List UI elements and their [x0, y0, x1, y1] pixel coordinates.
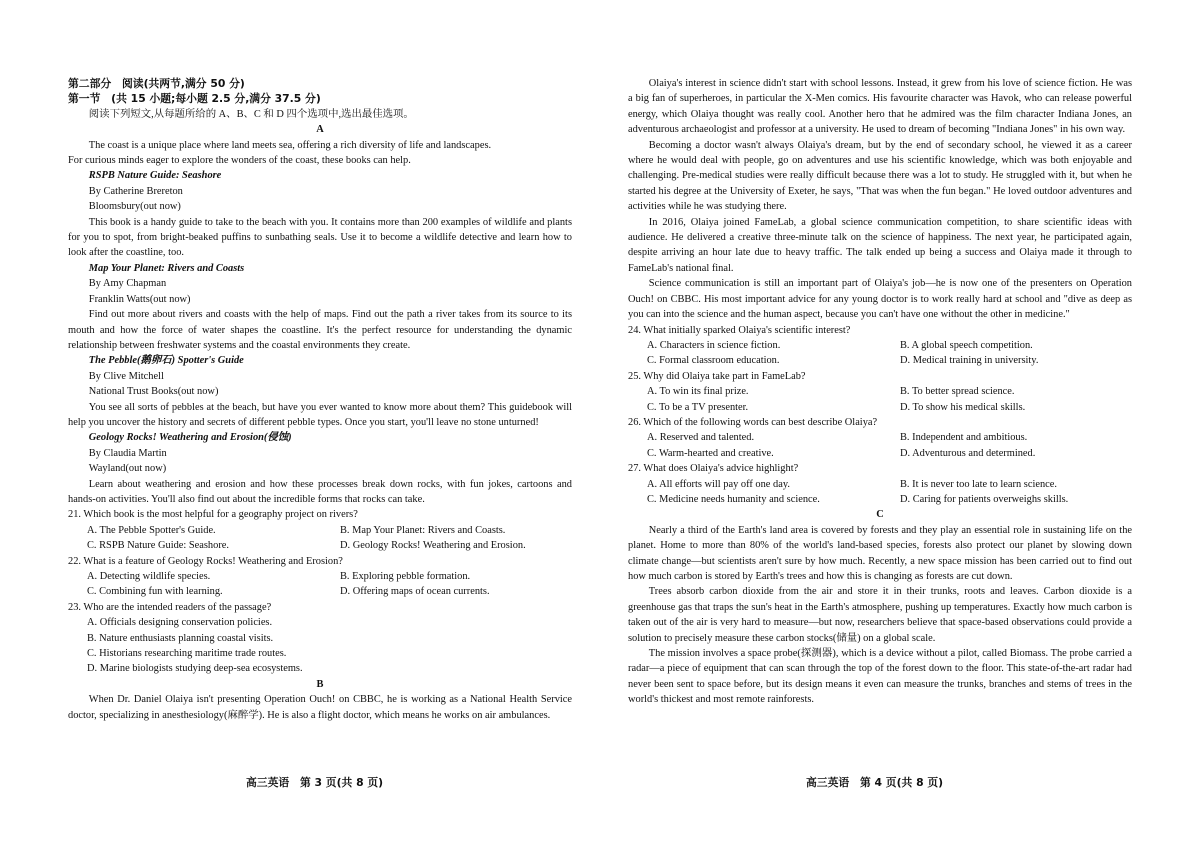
option: B. Map Your Planet: Rivers and Coasts. — [340, 524, 506, 536]
question — [628, 323, 1132, 369]
passage-c-paragraph: The mission involves a space probe(探测器), which is a device without a pilot, called Biomass. The probe carried a radar—a piece of equipment that can scan through the top of the forest down to the floor. This state-of-the-art radar had never been sent to space before, but its design means it even can measure the trunks, branches and stems of trees in the world's thickest and most remote rainforests. — [628, 648, 1132, 706]
option: B. A global speech competition. — [900, 339, 1033, 351]
question-stem: 26. Which of the following words can best describe Olaiya? — [628, 416, 878, 428]
option: B. Nature enthusiasts planning coastal visits. — [87, 632, 274, 644]
question — [628, 415, 1132, 461]
option: C. To be a TV presenter. — [647, 401, 749, 413]
passage-b-label: B — [316, 678, 324, 690]
option: C. Medicine needs humanity and science. — [647, 493, 820, 505]
question-stem: 23. Who are the intended readers of the passage? — [68, 601, 272, 613]
book-title: The Pebble(鹅卵石) Spotter's Guide — [88, 355, 244, 367]
instructions: 阅读下列短文,从每题所给的 A、B、C 和 D 四个选项中,选出最佳选项。 — [88, 108, 414, 120]
question — [68, 554, 572, 600]
option: A. All efforts will pay off one day. — [647, 478, 790, 490]
option: D. Marine biologists studying deep-sea ecosystems. — [87, 663, 303, 675]
question-stem: 21. Which book is the most helpful for a geography project on rivers? — [68, 509, 358, 521]
passage-a-label: A — [316, 124, 324, 136]
passage-b-paragraph: In 2016, Olaiya joined FameLab, a global science communication competition, to share scientific ideas with audience. He delivered a creative three-minute talk on the science of happiness. The next year, he participated again, despite arriving an hour late due to heavy traffic. The talk ended up being a success and Olaiya made it through to FameLab's national final. — [628, 216, 1132, 274]
option: B. To better spread science. — [900, 386, 1015, 398]
passage-b-paragraph: Science communication is still an important part of Olaiya's job—he is now one of the presenters on Operation Ouch! on CBBC. His most important advice for any young doctor is to work really hard at school and "dive as deep as you can into the science and the human aspect, because you can't have one without the other in medicine." — [628, 278, 1132, 321]
question-options — [628, 430, 1132, 461]
passage-b-paragraph: Olaiya's interest in science didn't start with school lessons. Instead, it grew from his love of science fiction. He was a big fan of superheroes, in particular the X-Men comics. His favourite character was Havok, who can release powerful energy, which Olaiya thought was really cool. Another hero that he admired was the film character Indiana Jones, an adventurous archaeologist and professor at a university. He used to dream of becoming "Indiana Jones" in his own way. — [628, 78, 1132, 136]
question-options — [628, 477, 1132, 508]
book-entry — [68, 168, 572, 260]
book-publisher: National Trust Books(out now) — [88, 386, 219, 398]
passage-c-paragraph: Trees absorb carbon dioxide from the air and store it in their trunks, roots and leaves. Carbon dioxide is a greenhouse gas that traps the sun's heat in the Earth's atmosphere, pushing up temperatures. Exactly how much carbon is taken out of the air is very hard to measure—but now, researchers believe that space-based observations could provide a solution to precisely measure these carbon stocks(储量) on a global scale. — [628, 586, 1132, 644]
question-stem: 22. What is a feature of Geology Rocks! Weathering and Erosion? — [68, 555, 343, 567]
book-author: By Claudia Martin — [88, 447, 167, 459]
passage-b-paragraph: When Dr. Daniel Olaiya isn't presenting Operation Ouch! on CBBC, he is working as a National Health Service doctor, specializing in anesthesiology(麻醉学). He is also a flight doctor, which means he works on air ambulances. — [68, 694, 572, 721]
option: A. To win its final prize. — [647, 386, 749, 398]
book-entry — [68, 353, 572, 430]
page-footer-left: 高三英语 第 3 页(共 8 页) — [246, 776, 384, 789]
option: D. Offering maps of ocean currents. — [340, 586, 490, 598]
question-options — [68, 523, 572, 554]
question-stem: 24. What initially sparked Olaiya's scientific interest? — [628, 324, 851, 336]
section-heading: 第一节 (共 15 小题;每小题 2.5 分,满分 37.5 分) — [68, 92, 321, 106]
book-author: By Catherine Brereton — [88, 185, 183, 197]
option: B. Independent and ambitious. — [900, 432, 1028, 444]
option: D. Adventurous and determined. — [900, 447, 1036, 459]
option: C. Formal classroom education. — [647, 355, 780, 367]
option: D. Geology Rocks! Weathering and Erosion. — [340, 540, 526, 552]
question — [68, 600, 572, 677]
option: A. Officials designing conservation policies. — [87, 617, 273, 629]
question — [628, 369, 1132, 415]
question-stem: 27. What does Olaiya's advice highlight? — [628, 463, 799, 475]
option: A. Detecting wildlife species. — [87, 571, 211, 582]
question-stem: 25. Why did Olaiya take part in FameLab? — [628, 370, 806, 382]
option: A. The Pebble Spotter's Guide. — [87, 524, 216, 536]
right-page-column — [628, 76, 1132, 708]
book-title: Geology Rocks! Weathering and Erosion(侵蚀) — [88, 432, 292, 444]
book-description: You see all sorts of pebbles at the beach, but have you ever wanted to know more about them? This guidebook will help you uncover the history and secrets of different pebble types. Once you start, you'll leave no stone unturned! — [68, 401, 572, 428]
option: C. Combining fun with learning. — [87, 586, 223, 598]
book-publisher: Bloomsbury(out now) — [88, 201, 181, 213]
option: C. Historians researching maritime trade routes. — [87, 648, 287, 660]
question-options — [628, 384, 1132, 415]
option: D. To show his medical skills. — [900, 401, 1026, 413]
option: D. Medical training in university. — [900, 355, 1039, 367]
book-author: By Amy Chapman — [88, 278, 167, 290]
book-publisher: Wayland(out now) — [88, 463, 167, 475]
book-publisher: Franklin Watts(out now) — [88, 293, 191, 305]
option: C. RSPB Nature Guide: Seashore. — [87, 540, 229, 552]
book-description: Find out more about rivers and coasts with the help of maps. Find out the path a river takes from its source to its mouth and how the force of water shapes the coastline. It's the perfect resource for understanding the dynamic relationship between freshwater systems and the coastal environments they create. — [68, 309, 572, 351]
option: B. It is never too late to learn science. — [900, 478, 1057, 490]
question-options — [628, 338, 1132, 369]
option: A. Reserved and talented. — [647, 432, 755, 444]
option: B. Exploring pebble formation. — [340, 571, 471, 582]
book-entry — [68, 430, 572, 507]
passage-b-paragraph: Becoming a doctor wasn't always Olaiya's dream, but by the end of secondary school, he viewed it as a career where he would deal with people, go on adventures and use his scientific knowledge, which was both enjoyable and challenging. Pre-medical studies were really difficult because there was a lot to study. He struggled with it, but when he started his degree at the University of Exeter, he says, "That was when the fun began." He loved outdoor adventures and activities while he was studying there. — [628, 139, 1132, 213]
page-footer-right: 高三英语 第 4 页(共 8 页) — [806, 776, 944, 789]
question-options — [68, 569, 572, 600]
question-options — [68, 615, 572, 677]
book-title: Map Your Planet: Rivers and Coasts — [88, 262, 245, 274]
left-page-column — [68, 76, 572, 723]
book-description: This book is a handy guide to take to the beach with you. It contains more than 200 examples of wildlife and plants for you to spot, from bright-beaked puffins to sunbathing seals. Use it to become a wildlife detective and learn how to look after the coastline, too. — [68, 216, 572, 259]
option: A. Characters in science fiction. — [647, 339, 781, 351]
part-heading: 第二部分 阅读(共两节,满分 50 分) — [68, 77, 245, 90]
passage-a-intro: For curious minds eager to explore the wonders of the coast, these books can help. — [68, 155, 411, 167]
question — [68, 507, 572, 553]
book-entry — [68, 261, 572, 353]
question — [628, 461, 1132, 507]
book-author: By Clive Mitchell — [88, 370, 164, 382]
option: C. Warm-hearted and creative. — [647, 447, 774, 459]
passage-c-paragraph: Nearly a third of the Earth's land area is covered by forests and they play an essential role in sustaining life on the planet. Home to more than 80% of the world's land-based species, forests also protect our planet by slowing down climate change—but scientists aren't sure by how much. Recently, a new space mission has been carried out to find out how much carbon is stored by Earth's trees and how this is changing as forests are cut down. — [628, 524, 1132, 582]
option: D. Caring for patients overweighs skills. — [900, 493, 1069, 505]
book-title: RSPB Nature Guide: Seashore — [88, 170, 222, 182]
book-description: Learn about weathering and erosion and how these processes break down rocks, with fun jokes, cartoons and hands-on activities. You'll also find out about the incredible forms that rocks can take. — [68, 478, 572, 505]
passage-a-intro: The coast is a unique place where land meets sea, offering a rich diversity of life and landscapes. — [88, 139, 492, 151]
passage-c-label: C — [876, 509, 884, 521]
